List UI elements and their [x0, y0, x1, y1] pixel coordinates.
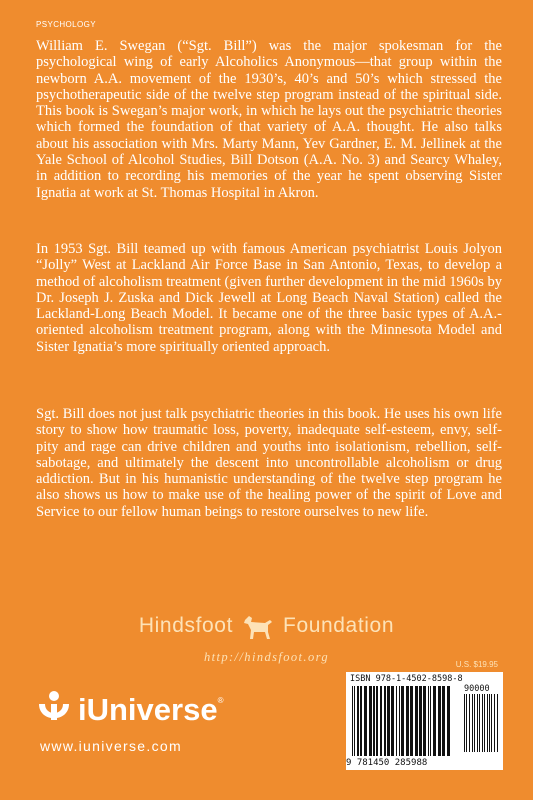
barcode-bar	[438, 686, 441, 756]
barcode-bar	[479, 694, 480, 752]
barcode-bar	[360, 686, 362, 756]
barcode-bar	[442, 686, 445, 756]
barcode-bar	[469, 694, 470, 752]
category-label: PSYCHOLOGY	[36, 20, 97, 29]
barcode-bar	[410, 686, 413, 756]
barcode-bar	[474, 694, 475, 752]
iuniverse-wordmark: iUniverse	[78, 692, 218, 727]
barcode-bar	[384, 686, 386, 756]
barcode-bar	[482, 694, 483, 752]
barcode-bar	[428, 686, 429, 756]
barcode-bar	[472, 694, 473, 752]
barcode-bar	[419, 686, 422, 756]
barcode-bar	[430, 686, 431, 756]
barcode-bar	[494, 694, 495, 752]
barcode-bar	[464, 694, 465, 752]
barcode	[346, 672, 503, 770]
barcode-bar	[433, 686, 436, 756]
iuniverse-logo-icon	[36, 690, 72, 730]
blurb-paragraph-2: In 1953 Sgt. Bill teamed up with famous American psychiatrist Louis Jolyon “Jolly” West at Lackland Air Force Base in San Antonio, Texas, to develop a method of alcoholism treatment (given further development in the mid 1960s by Dr. Joseph J. Zuska and Dick Jewell at Long Beach Naval Station) called the Lackland-Long Beach Model. It became one of the three basic types of A.A.-oriented alcoholism treatment program, along with the Minnesota Model and Sister Ignatia’s more spiritually oriented approach.	[36, 241, 502, 355]
barcode-bar	[364, 686, 367, 756]
barcode-bar	[406, 686, 409, 756]
barcode-bar	[484, 694, 485, 752]
barcode-bar	[401, 686, 404, 756]
publisher-logo	[0, 612, 533, 640]
dog-icon	[241, 612, 275, 640]
iuniverse-logo	[36, 690, 223, 730]
barcode-bar	[391, 686, 394, 756]
barcode-bar	[380, 686, 382, 756]
barcode-bar	[354, 686, 355, 756]
barcode-bar	[489, 694, 490, 752]
barcode-bar	[399, 686, 400, 756]
barcode-bar	[487, 694, 488, 752]
ean-number: 9 781450 285988	[346, 758, 428, 768]
addon-barcode-bars	[464, 694, 498, 752]
barcode-bar	[373, 686, 375, 756]
barcode-bar	[396, 686, 397, 756]
barcode-bar	[423, 686, 426, 756]
barcode-bar	[376, 686, 378, 756]
barcode-bar	[491, 694, 492, 752]
barcode-bar	[477, 694, 478, 752]
barcode-bar	[415, 686, 418, 756]
blurb-paragraph-1: William E. Swegan (“Sgt. Bill”) was the major spokesman for the psychological wing of early Alcoholics Anonymous—that group within the newborn A.A. movement of the 1930’s, 40’s and 50’s which stressed the psychotherapeutic side of the twelve step program instead of the spiritual side. This book is Swegan’s major work, in which he lays out the psychiatric theories which formed the foundation of that variety of A.A. thought. He also talks about his association with Mrs. Marty Mann, Yev Gardner, E. M. Jellinek at the Yale School of Alcohol Studies, Bill Dotson (A.A. No. 3) and Searcy Whaley, in addition to recording his memories of the year he spent observing Sister Ignatia at work at St. Thomas Hospital in Akron.	[36, 38, 502, 201]
barcode-bar	[497, 694, 498, 752]
barcode-bar	[387, 686, 390, 756]
ean-barcode-bars	[352, 686, 460, 756]
price-label: U.S. $19.95	[455, 660, 498, 669]
isbn-text: ISBN 978-1-4502-8598-8	[350, 674, 463, 684]
iuniverse-website[interactable]: www.iuniverse.com	[40, 738, 182, 754]
barcode-bar	[352, 686, 353, 756]
addon-number: 90000	[464, 684, 490, 694]
blurb-paragraph-3: Sgt. Bill does not just talk psychiatric theories in this book. He uses his own life story to show how traumatic loss, poverty, inadequate self-esteem, envy, self-pity and rage can drive children and youths into isolationism, rebellion, self-sabotage, and ultimately the descent into uncontrollable alcoholism or drug addiction. But in his humanistic understanding of the twelve step program he also shows us how to make use of the healing power of the spirit of Love and Service to our fellow human beings to restore ourselves to new life.	[36, 406, 502, 520]
publisher-url[interactable]: http://hindsfoot.org	[203, 650, 330, 664]
barcode-bar	[466, 694, 467, 752]
barcode-bar	[357, 686, 359, 756]
barcode-bar	[447, 686, 450, 756]
publisher-name-right: Foundation	[283, 614, 395, 637]
registered-mark: ®	[217, 696, 224, 705]
barcode-bar	[369, 686, 372, 756]
publisher-name-left: Hindsfoot	[138, 614, 234, 637]
